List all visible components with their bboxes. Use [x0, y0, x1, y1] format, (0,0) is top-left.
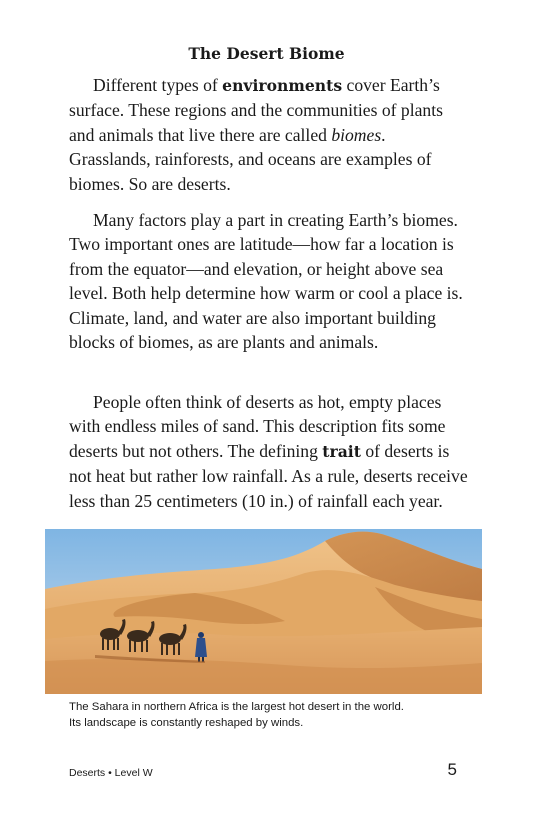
paragraph-2	[69, 208, 469, 354]
page-number: 5	[447, 760, 457, 779]
text-run: trait	[322, 441, 361, 461]
text-run: of deserts is not heat but rather low rainfall. As a rule, deserts receive less than 25 centimeters (10 in.) of rainfall each year.	[69, 440, 468, 511]
text-run: People often think of deserts as hot, empty places with endless miles of sand. This description fits some deserts but not others. The defining	[69, 392, 446, 461]
caption-line-1: The Sahara in northern Africa is the largest hot desert in the world.	[69, 701, 404, 713]
photo-caption	[69, 699, 489, 732]
caption-line-2: Its landscape is constantly reshaped by winds.	[69, 717, 304, 730]
text-run: biomes	[331, 124, 382, 145]
text-run: Many factors play a part in creating Earth’s biomes. Two important ones are latitude—how far a location is from the equator—and elevation, or height above sea level. Both help determine how warm or cool a place is. Climate, land, and water are also important building blocks of biomes, as are plants and animals.	[69, 210, 463, 353]
text-run: Different types of	[93, 75, 223, 95]
paragraph-3	[69, 390, 469, 513]
desert-photo	[45, 529, 482, 694]
page-title: The Desert Biome	[188, 44, 345, 63]
text-run: cover Earth’s surface. These regions and the communities of plants and animals that live there are called	[69, 75, 443, 145]
paragraph-1	[69, 73, 469, 196]
text-run: environments	[222, 76, 343, 95]
text-run: . Grasslands, rainforests, and oceans are examples of biomes. So are deserts.	[69, 124, 432, 194]
footer-book-title: Deserts • Level W	[69, 767, 153, 779]
